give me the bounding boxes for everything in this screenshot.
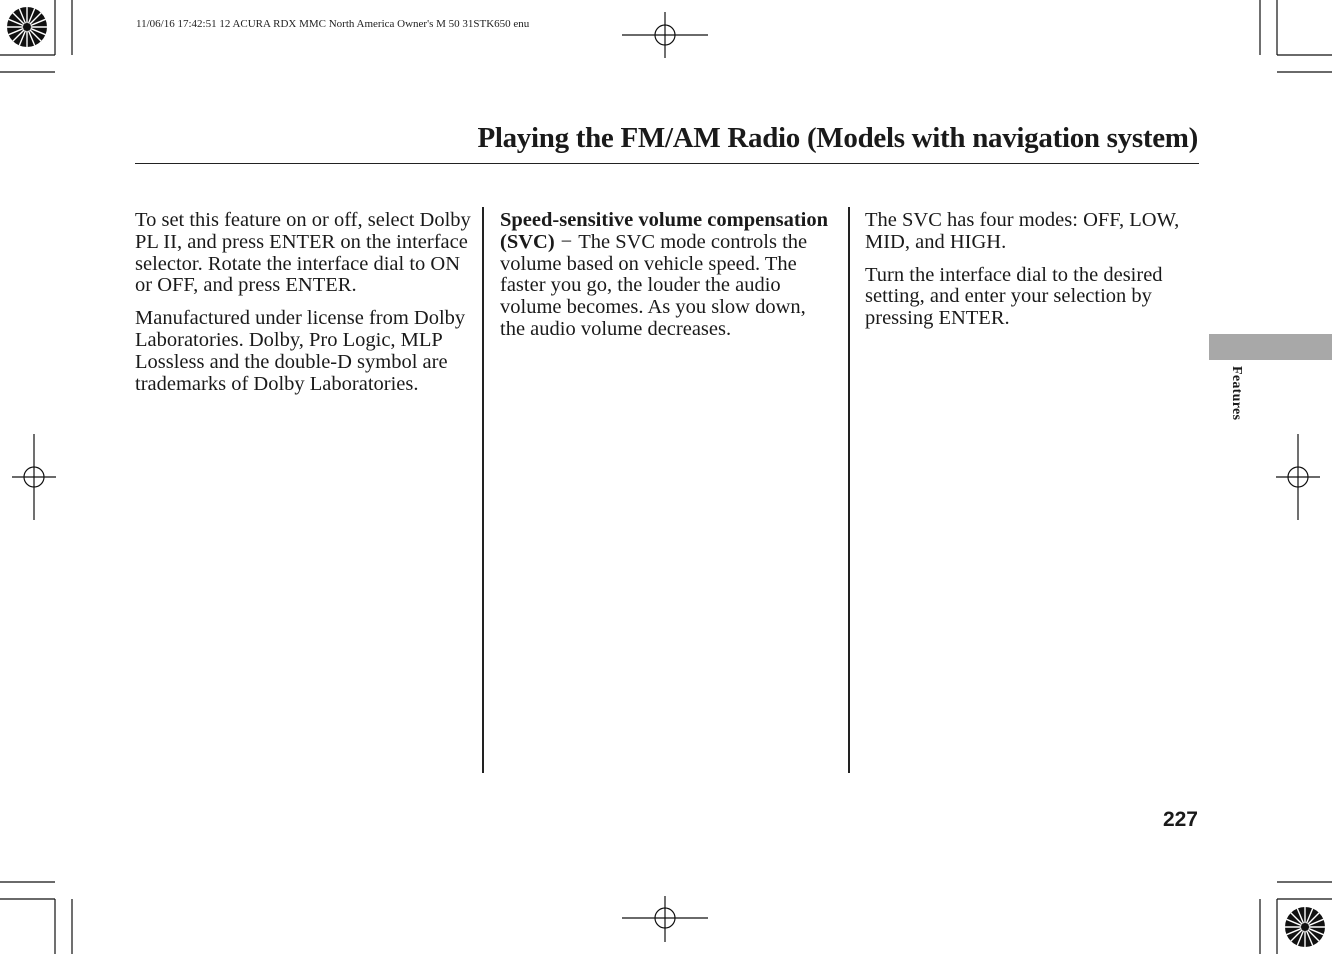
dolby-license-paragraph: Manufactured under license from Dolby Laboratories. Dolby, Pro Logic, MLP Lossless and the double-D symbol are trademarks of Dolby Laboratories. <box>135 307 466 395</box>
page-title: Playing the FM/AM Radio (Models with navigation system) <box>477 122 1198 154</box>
column-divider-2 <box>848 207 850 773</box>
title-rule <box>135 163 1199 164</box>
column-2 <box>500 210 835 352</box>
column-divider-1 <box>482 207 484 773</box>
column-3 <box>865 210 1200 341</box>
print-job-header: 11/06/16 17:42:51 12 ACURA RDX MMC North America Owner's M 50 31STK650 enu <box>136 18 530 30</box>
svc-modes-paragraph: The SVC has four modes: OFF, LOW, MID, and HIGH. <box>865 209 1180 253</box>
svc-term: Speed-sensitive volume compensation (SVC) <box>500 209 828 253</box>
svc-select-paragraph: Turn the interface dial to the desired setting, and enter your selection by pressing ENTER. <box>865 263 1163 330</box>
term-dash: − <box>560 230 573 253</box>
page-number: 227 <box>1162 808 1198 831</box>
section-tab <box>1209 334 1332 360</box>
dolby-setting-paragraph: To set this feature on or off, select Dolby PL II, and press ENTER on the interface selector. Rotate the interface dial to ON or OFF, and press ENTER. <box>135 209 471 297</box>
svc-description: The SVC mode controls the volume based on vehicle speed. The faster you go, the louder the audio volume becomes. As you slow down, the audio volume decreases. <box>500 230 808 340</box>
column-1 <box>135 210 471 406</box>
svc-paragraph <box>500 210 835 341</box>
section-tab-label: Features <box>1229 366 1244 421</box>
